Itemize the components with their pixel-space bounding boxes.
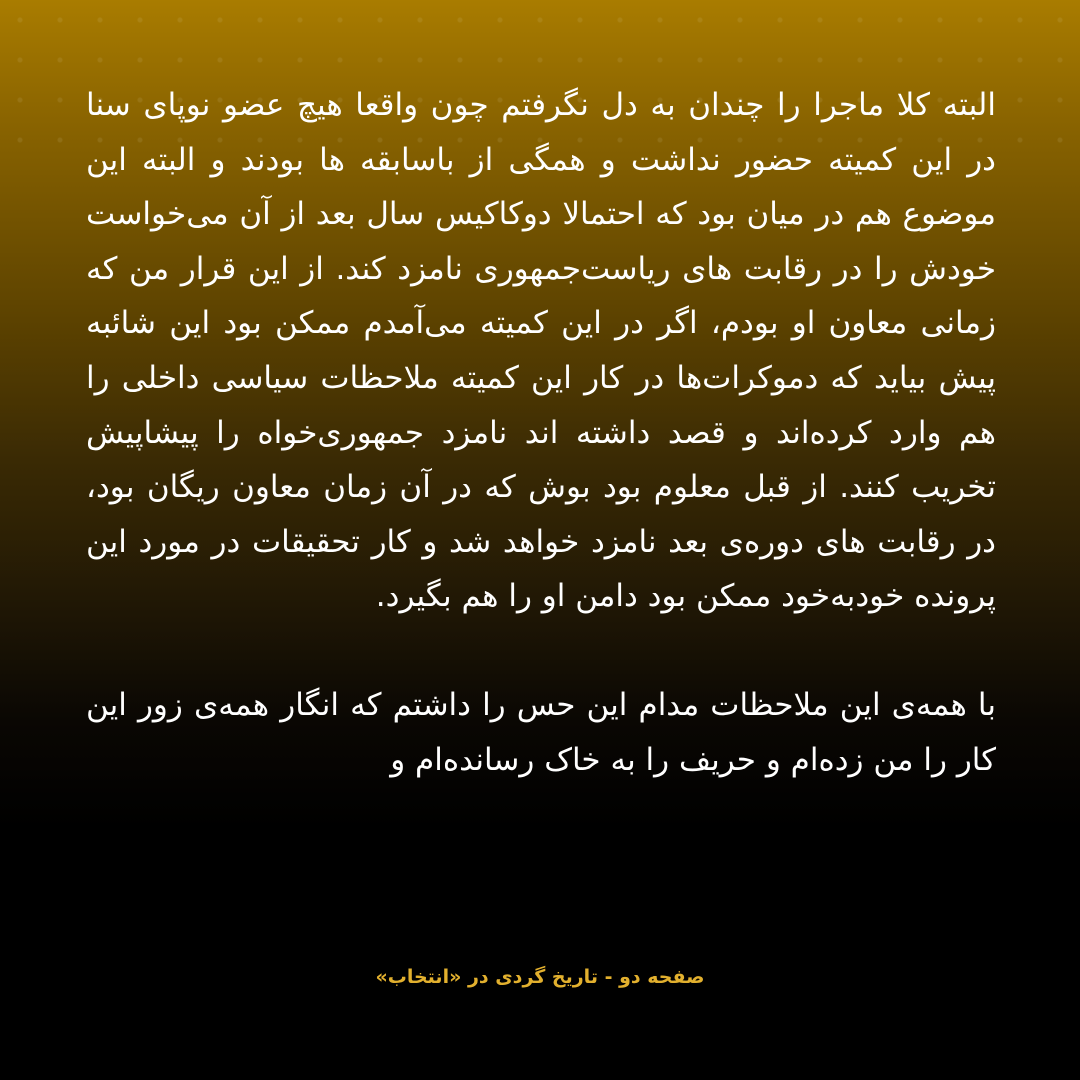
article-paragraph-2: با همه‌ی این ملاحظات مدام این حس را داشتم که انگار همه‌ی زور این کار را من زده‌ام و حریف را به خاک رسانده‌ام و	[86, 686, 996, 778]
article-body	[86, 78, 996, 787]
page-caption: صفحه دو - تاریخ گردی در «انتخاب»	[375, 966, 705, 988]
article-paragraph-1: البته کلا ماجرا را چندان به دل نگرفتم چون واقعا هیچ عضو نوپای سنا در این کمیته حضور نداشت و همگی از باسابقه ها بودند و البته این موضوع هم در میان بود که احتمالا دوکاکیس سال بعد از آن می‌خواست خودش را در رقابت های ریاست‌جمهوری نامزد کند. از این قرار من که زمانی معاون او بودم، اگر در این کمیته می‌آمدم ممکن بود این شائبه پیش بیاید که دموکرات‌ها در کار این کمیته ملاحظات سیاسی داخلی را هم وارد کرده‌اند و قصد داشته اند نامزد جمهوری‌خواه را پیشاپیش تخریب کنند. از قبل معلوم بود بوش که در آن زمان معاون ریگان بود، در رقابت های دوره‌ی بعد نامزد خواهد شد و کار تحقیقات در مورد این پرونده خودبه‌خود ممکن بود دامن او را هم بگیرد.	[86, 87, 996, 615]
